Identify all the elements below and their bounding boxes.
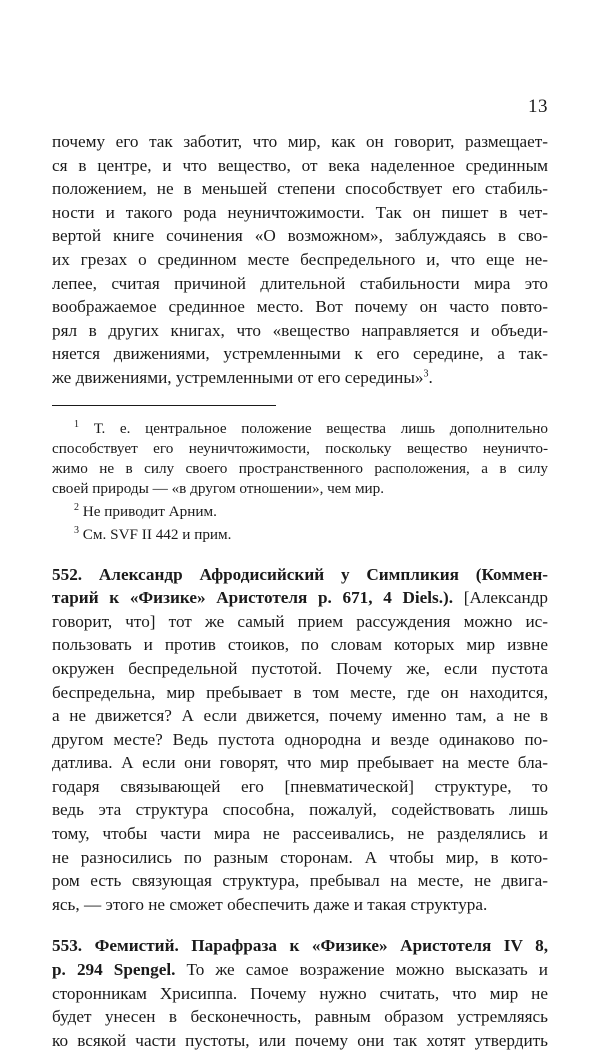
footnote-line: способствует его неуничтожимости, поскольку вещество неуничто-	[52, 439, 548, 457]
footnote-text: Не приводит Арним.	[82, 502, 217, 520]
text-line: беспредельна, мир пребывает в том месте, где он находится,	[52, 682, 548, 702]
text-line: будет унесен в бесконечность, равным образом устремляясь	[52, 1007, 548, 1027]
section-552	[52, 563, 548, 917]
page-number: 13	[528, 96, 548, 117]
text-line: их грезах о срединном месте беспредельного и, что еще не-	[52, 249, 548, 269]
text-line: почему его так заботит, что мир, как он говорит, размещает-	[52, 132, 548, 151]
footnote-number: 1	[74, 418, 79, 430]
text-line: датлива. А если они говорят, что мир пребывает на месте бла-	[52, 753, 548, 773]
text-line: няется движениями, устремленными к его середине, а так-	[52, 344, 548, 364]
footnote-reference: 3	[423, 368, 429, 380]
footnotes	[52, 419, 548, 545]
text-line: ко всякой части пустоты, или почему они так хотят утвердить	[52, 1030, 548, 1050]
footnote-number: 3	[74, 524, 79, 536]
footnote-line: жимо не в силу своего пространственного расположения, а в силу	[52, 459, 548, 477]
section-heading	[52, 563, 548, 587]
text-line: ности и такого рода неуничтожимости. Так он пишет в чет-	[52, 202, 548, 222]
intro-paragraph	[52, 130, 548, 390]
section-heading	[52, 934, 548, 958]
text-fragment: То же самое возражение можно высказать и	[186, 960, 548, 980]
text-line: годаря связывающей его [пневматической] структуре, то	[52, 776, 548, 796]
text-line: не разносились по разным сторонам. А чтобы мир, в кото-	[52, 847, 548, 867]
text-line: сторонникам Хрисиппа. Почему нужно считать, что мир не	[52, 983, 548, 1003]
text-line: другом месте? Ведь пустота однородна и везде одинаково по-	[52, 729, 548, 749]
footnote-line: своей природы — «в другом отношении», чем мир.	[52, 479, 385, 497]
text-line: ведь эта структура способна, пожалуй, содействовать лишь	[52, 800, 548, 820]
footnote-divider	[52, 405, 276, 406]
footnote-text: Т. е. центральное положение вещества лишь дополнительно	[93, 419, 548, 437]
heading-text: p. 294 Spengel.	[52, 960, 176, 980]
text-line: ясь, — этого не сможет обеспечить даже и такая структура.	[52, 894, 488, 914]
text-line: положением, не в меньшей степени способствует его стабиль-	[52, 179, 548, 199]
text-line: окружен беспредельной пустотой. Почему же, если пустота	[52, 658, 548, 678]
text-line: рял в других книгах, что «вещество направляется и объеди-	[52, 320, 548, 340]
text-line: ром есть связующая структура, пребывал на месте, не двига-	[52, 871, 548, 891]
text-line: пользовать и против стоиков, по словам которых мир извне	[52, 635, 548, 655]
text-fragment: же движениями, устремленными от его середины»	[52, 367, 424, 387]
text-line: же движениями, устремленными от его середины»$^3$.	[52, 367, 433, 387]
footnote-3	[52, 525, 548, 545]
footnote-2	[52, 502, 548, 522]
footnote-1	[52, 419, 548, 439]
section-553	[52, 934, 548, 1052]
heading-text: 553. Фемистий. Парафраза к «Физике» Аристотеля IV 8,	[52, 936, 548, 956]
heading-text: тарий к «Физике» Аристотеля p. 671, 4 Diels.).	[52, 588, 454, 608]
page-content	[52, 130, 548, 1052]
text-line: тому, чтобы части мира не рассеивались, не разделялись и	[52, 824, 548, 844]
text-line: лепее, считая причиной длительной стабильности мира это	[52, 273, 548, 293]
text-line: а не движется? А если движется, почему именно там, а не в	[52, 706, 548, 726]
text-line: воображаемое срединное место. Вот почему он часто повто-	[52, 297, 548, 317]
text-line	[52, 958, 548, 982]
text-line: ся в центре, и что вещество, от века наделенное срединным	[52, 155, 548, 175]
text-line: вертой книге сочинения «О возможном», заблуждаясь в сво-	[52, 226, 548, 246]
footnote-text: См. SVF II 442 и прим.	[82, 525, 232, 543]
heading-text: 552. Александр Афродисийский у Симпликия (Коммен-	[52, 564, 548, 584]
text-fragment: [Александр	[463, 588, 548, 608]
text-line	[52, 586, 548, 610]
footnote-number: 2	[74, 501, 79, 513]
text-line: говорит, что] тот же самый прием рассуждения можно ис-	[52, 611, 548, 631]
